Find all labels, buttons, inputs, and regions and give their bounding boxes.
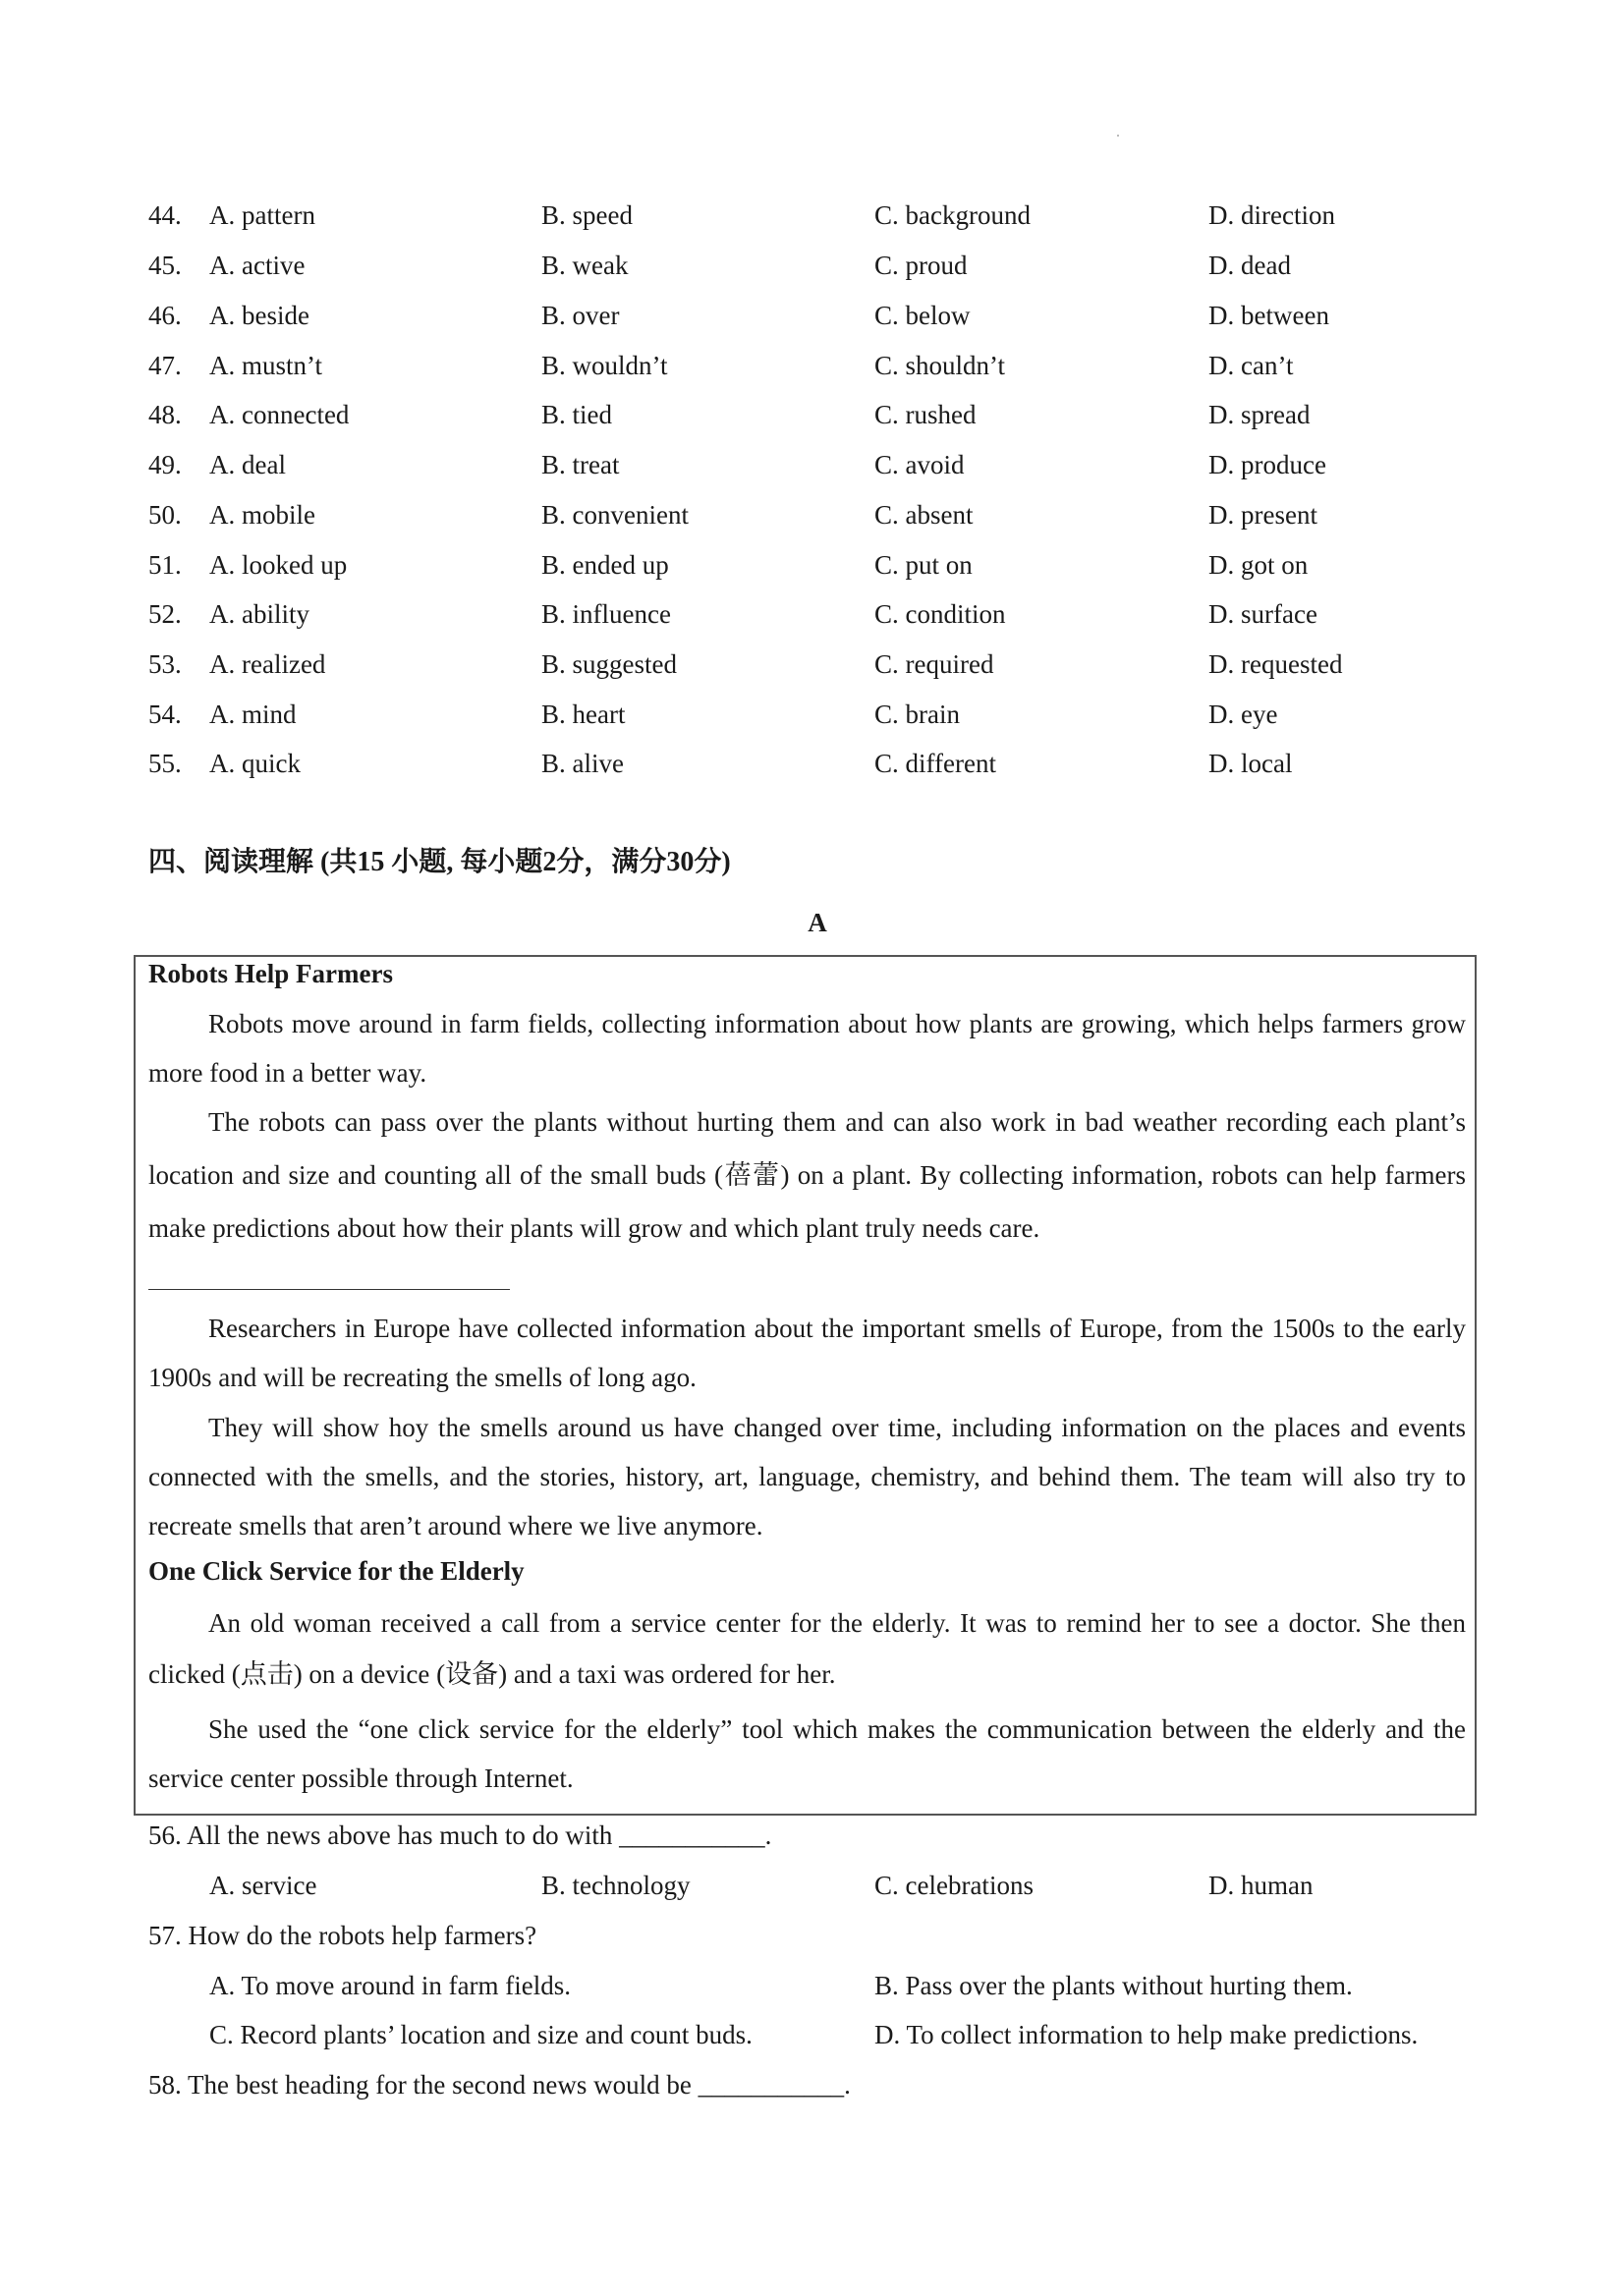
missing-title-blank <box>148 1289 510 1290</box>
option-b: B. influence <box>541 599 671 629</box>
option-c: C. different <box>874 749 996 778</box>
option-c: C. below <box>874 301 971 330</box>
option-a: A. quick <box>209 749 301 778</box>
option-c: C. rushed <box>874 400 977 429</box>
passage-title-robots: Robots Help Farmers <box>148 959 393 988</box>
option-a: A. mobile <box>209 500 315 530</box>
option-c: C. background <box>874 200 1031 230</box>
option-d: D. requested <box>1208 649 1343 679</box>
option-d: D. can’t <box>1208 351 1294 380</box>
option-a: A. mind <box>209 700 297 729</box>
option-b: B. suggested <box>541 649 677 679</box>
question-number: 52. <box>148 599 182 629</box>
passage-paragraph: They will show hoy the smells around us have changed over time, including information on the places and events connected with the smells, and the stories, history, art, language, chemistry, and behind them. The team will also try to recreate smells that aren’t around where we live anymore. <box>148 1413 1466 1540</box>
option-d: D. eye <box>1208 700 1278 729</box>
option-c: C. avoid <box>874 450 965 479</box>
option-d: D. present <box>1208 500 1317 530</box>
option-d: D. direction <box>1208 200 1335 230</box>
question-number: 47. <box>148 351 182 380</box>
passage-label: A <box>808 908 827 937</box>
option-a: A. deal <box>209 450 286 479</box>
option-a: A. service <box>209 1871 317 1900</box>
option-d: D. human <box>1208 1871 1314 1900</box>
option-b: B. over <box>541 301 620 330</box>
passage-paragraph: Researchers in Europe have collected information about the important smells of Europe, from the 1500s to the early 1900s and will be recreating the smells of long ago. <box>148 1314 1466 1392</box>
option-b: B. wouldn’t <box>541 351 668 380</box>
option-d: D. local <box>1208 749 1293 778</box>
option-c: C. condition <box>874 599 1006 629</box>
option-c: C. brain <box>874 700 960 729</box>
option-d: D. surface <box>1208 599 1317 629</box>
question-number: 44. <box>148 200 182 230</box>
option-a: A. active <box>209 251 306 280</box>
question-number: 54. <box>148 700 182 729</box>
option-b: B. ended up <box>541 550 669 580</box>
passage-paragraph: Robots move around in farm fields, collecting information about how plants are growing, which helps farmers grow more food in a better way. <box>148 1009 1466 1088</box>
option-a: A. beside <box>209 301 309 330</box>
option-b: B. speed <box>541 200 633 230</box>
option-b: B. tied <box>541 400 612 429</box>
question-number: 51. <box>148 550 182 580</box>
option-b: B. weak <box>541 251 629 280</box>
question-stem: 58. The best heading for the second news would be ___________. <box>148 2070 851 2100</box>
question-number: 48. <box>148 400 182 429</box>
option-a: A. To move around in farm fields. <box>209 1971 572 2000</box>
question-stem: 56. All the news above has much to do with ___________. <box>148 1820 772 1850</box>
option-b: B. technology <box>541 1871 691 1900</box>
option-c: C. proud <box>874 251 968 280</box>
question-number: 50. <box>148 500 182 530</box>
option-b: B. alive <box>541 749 624 778</box>
option-d: D. spread <box>1208 400 1311 429</box>
option-b: B. convenient <box>541 500 689 530</box>
question-number: 49. <box>148 450 182 479</box>
section-heading: 四、阅读理解 (共15 小题, 每小题2分，满分30分) <box>148 847 731 877</box>
scan-speck <box>1117 135 1119 137</box>
question-number: 45. <box>148 251 182 280</box>
option-a: A. connected <box>209 400 350 429</box>
option-b: B. heart <box>541 700 626 729</box>
question-stem: 57. How do the robots help farmers? <box>148 1921 537 1950</box>
option-b: B. Pass over the plants without hurting them. <box>874 1971 1353 2000</box>
option-b: B. treat <box>541 450 620 479</box>
passage-paragraph: She used the “one click service for the elderly” tool which makes the communication between the elderly and the service center possible through Internet. <box>148 1714 1466 1793</box>
option-c: C. celebrations <box>874 1871 1034 1900</box>
option-d: D. got on <box>1208 550 1309 580</box>
option-c: C. Record plants’ location and size and count buds. <box>209 2020 753 2049</box>
question-number: 53. <box>148 649 182 679</box>
option-a: A. pattern <box>209 200 315 230</box>
option-a: A. mustn’t <box>209 351 323 380</box>
option-c: C. required <box>874 649 994 679</box>
question-number: 46. <box>148 301 182 330</box>
option-d: D. between <box>1208 301 1329 330</box>
option-c: C. absent <box>874 500 974 530</box>
passage-title-elderly: One Click Service for the Elderly <box>148 1556 525 1586</box>
passage-paragraph: The robots can pass over the plants without hurting them and can also work in bad weather recording each plant’s location and size and counting all of the small buds (蓓蕾) on a plant. By collecting information, robots can help farmers make predictions about how their plants will grow and which plant truly needs care. <box>148 1107 1466 1243</box>
option-d: D. produce <box>1208 450 1326 479</box>
option-c: C. put on <box>874 550 973 580</box>
option-a: A. ability <box>209 599 309 629</box>
option-d: D. To collect information to help make predictions. <box>874 2020 1419 2049</box>
option-a: A. looked up <box>209 550 348 580</box>
option-c: C. shouldn’t <box>874 351 1006 380</box>
option-a: A. realized <box>209 649 326 679</box>
option-d: D. dead <box>1208 251 1291 280</box>
question-number: 55. <box>148 749 182 778</box>
passage-paragraph: An old woman received a call from a service center for the elderly. It was to remind her to see a doctor. She then clicked (点击) on a device (设备) and a taxi was ordered for her. <box>148 1608 1466 1689</box>
